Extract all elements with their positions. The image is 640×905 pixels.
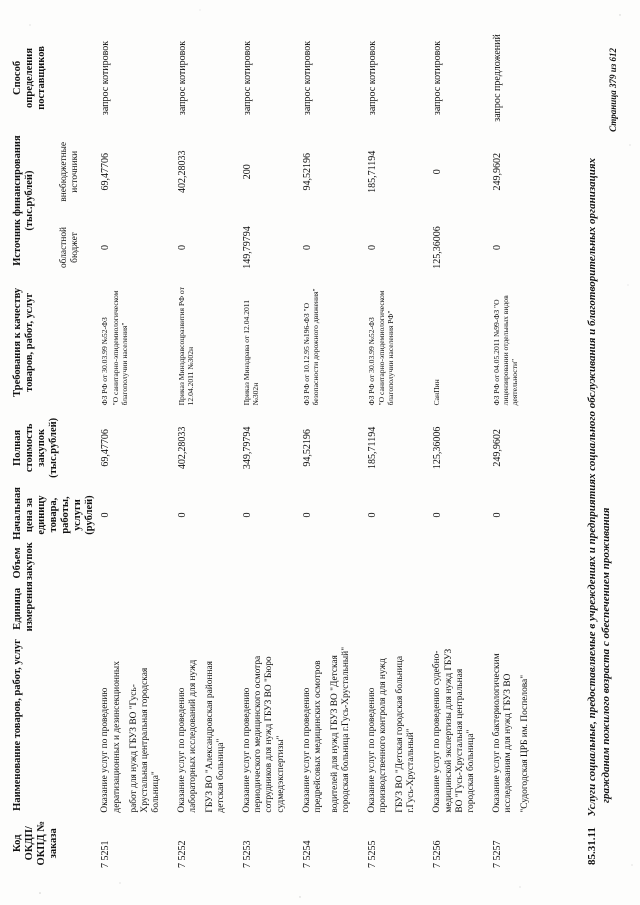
row-regional: 0 [176, 244, 188, 250]
row-name-line: Оказание услуг по проведению судебно-медицинской экспертизы для нужд ГБУЗ ВО "Гусь-Хрустальная центральная городская больница" [432, 648, 476, 813]
row-requirements-line: Приказ Минздравсоцразвития РФ от 12.04.2011 №302н [176, 287, 196, 406]
footer-line-1: Услуги социальные, предоставляемые в учреждениях и предприятиях социального обслуживания и благотворительных организациях [586, 157, 598, 817]
table-row [490, 31, 544, 871]
row-name [98, 634, 174, 815]
procurement-table [8, 31, 544, 871]
row-name-line: Оказание услуг по проведению лабораторных исследований для нужд [176, 659, 198, 813]
row-offbudget: 94,52196 [301, 153, 313, 191]
row-total: 349,79794 [242, 426, 254, 470]
header-code: Код ОКДП/ ОКПД № заказа [12, 821, 60, 866]
table-row [240, 31, 299, 871]
header-funding: Источник финансирования (тыс.рублей) [12, 135, 36, 266]
row-method: запрос котировок [242, 40, 254, 116]
row-offbudget: 0 [432, 169, 444, 175]
row-name-line: ГБУЗ ВО "Александровская районная детская больница" [205, 661, 227, 813]
row-offbudget: 200 [242, 164, 254, 180]
row-requirements-line: СанПин [432, 379, 442, 406]
row-unit [300, 583, 365, 634]
row-unit [365, 583, 430, 634]
row-name-line: водителей для нужд ГБУЗ ВО "Детская городская больница г.Гусь-Хрустальный" [329, 646, 351, 813]
row-method: запрос котировок [432, 40, 444, 116]
row-total: 125,36006 [432, 426, 444, 470]
row-requirements-line: "О санитарно-эпидемиологическом благополучии населения" [110, 290, 129, 406]
row-name-line: Оказание услуг по проведению дератизационных и дезинсекционных [100, 661, 122, 813]
row-code: 7 5254 [301, 840, 313, 868]
row-name-line: ГБУЗ ВО "Детская городская больница г.Гусь-Хрустальный" [395, 656, 417, 813]
row-code: 7 5252 [176, 840, 188, 868]
row-code: 7 5251 [100, 840, 112, 868]
row-name [300, 634, 365, 815]
row-name [365, 634, 430, 815]
row-name [490, 634, 544, 815]
row-name-line: Оказание услуг по проведению периодического медицинского осмотра сотрудников для нужд ГБУЗ ВО "Бюро судмедэкспертизы" [242, 655, 286, 813]
row-method: запрос котировок [100, 40, 112, 116]
row-regional: 125,36006 [432, 226, 444, 269]
row-offbudget: 69,47706 [100, 153, 112, 191]
row-regional: 0 [367, 244, 379, 250]
row-requirements-line: "О санитарно-эпидемиологическом благополучии населения РФ" [377, 290, 396, 406]
row-volume [240, 543, 299, 584]
table-row [175, 31, 240, 871]
row-offbudget: 402,28033 [176, 150, 188, 194]
table-row [430, 31, 489, 871]
row-name-line: Оказание услуг по бактериологическим исследованиям для нужд ГБУЗ ВО [491, 653, 513, 813]
header-total: Полная стоимость закупок (тыс.рублей) [12, 417, 60, 478]
row-method: запрос котировок [301, 40, 313, 116]
row-unit [490, 583, 544, 634]
row-regional: 149,79794 [242, 226, 254, 269]
footer-code: 85.31.11 [586, 827, 598, 865]
row-total: 94,52196 [301, 429, 313, 467]
header-unit: Единица измерения [12, 581, 36, 632]
row-unit-price: 0 [100, 512, 112, 518]
header-unit-price: Начальная цена за единицу товара, работы, услуги (рублей) [12, 487, 96, 540]
row-unit [98, 583, 174, 634]
row-name [175, 634, 240, 815]
row-name [430, 634, 489, 815]
row-volume [430, 543, 489, 584]
footer-line-2: гражданам пожилого возраста с обеспечением проживания [599, 507, 612, 803]
table-row [365, 31, 430, 871]
row-requirements-line: ФЗ РФ от 30.03.99 №52-ФЗ [100, 317, 110, 406]
header-volume: Объем закупок [12, 542, 36, 581]
row-total: 249,9602 [491, 429, 503, 467]
row-volume [490, 543, 544, 584]
row-offbudget: 185,71194 [367, 150, 379, 193]
header-requirements: Требования к качеству товаров, работ, услуг [12, 287, 36, 397]
table-row [300, 31, 365, 871]
table-row [98, 31, 174, 871]
row-regional: 0 [100, 244, 112, 250]
row-total: 402,28033 [176, 426, 188, 470]
row-name-line: "Судогодская ЦРБ им. Поспелова" [519, 674, 530, 813]
row-requirements [490, 276, 544, 408]
row-total: 69,47706 [100, 429, 112, 467]
row-requirements [430, 276, 489, 408]
row-volume [98, 543, 174, 584]
row-unit-price: 0 [491, 512, 503, 518]
row-requirements [240, 276, 299, 408]
row-volume [175, 543, 240, 584]
row-volume [300, 543, 365, 584]
row-unit [240, 583, 299, 634]
row-code: 7 5255 [367, 840, 379, 868]
row-unit-price: 0 [176, 512, 188, 518]
row-unit [430, 583, 489, 634]
row-name-line: Оказание услуг по проведению предрейсовых медицинских осмотров [301, 660, 323, 813]
row-unit-price: 0 [301, 512, 313, 518]
row-requirements-line: ФЗ РФ от 10.12.95 №196-ФЗ "О безопасности дорожного движения" [301, 288, 320, 406]
section-footer [586, 75, 614, 865]
row-volume [365, 543, 430, 584]
row-code: 7 5253 [242, 840, 254, 868]
row-regional: 0 [301, 244, 313, 250]
row-requirements-line: ФЗ РФ от 30.03.99 №52-ФЗ [367, 317, 377, 406]
row-regional: 0 [491, 244, 503, 250]
row-offbudget: 249,9602 [491, 153, 503, 191]
row-method: запрос котировок [367, 40, 379, 116]
row-name-line: работ для нужд ГБУЗ ВО "Гусь-Хрустальная центральная городская больница" [128, 667, 161, 813]
row-method: запрос предложений [491, 34, 503, 122]
row-requirements [98, 276, 174, 408]
row-requirements [365, 276, 430, 408]
row-requirements-line: Приказ Минздрава от 12.04.2011 №302н [242, 299, 261, 406]
header-funding-offbudget: внебюджетные источники [58, 141, 80, 202]
row-unit [175, 583, 240, 634]
row-unit-price: 0 [432, 512, 444, 518]
row-unit-price: 0 [367, 512, 379, 518]
row-name-line: Оказание услуг по проведению производственного контроля для нужд [367, 658, 389, 813]
row-code: 7 5257 [491, 840, 503, 868]
row-requirements-line: ФЗ РФ от 04.05.2011 №99-ФЗ "О лицензировании отдельных видов деятельности" [491, 295, 519, 406]
header-method: Способ определения поставщиков [12, 46, 48, 110]
row-code: 7 5256 [432, 840, 444, 868]
header-funding-regional: областной бюджет [58, 226, 80, 268]
row-unit-price: 0 [242, 512, 254, 518]
row-requirements [175, 276, 240, 408]
row-method: запрос котировок [176, 40, 188, 116]
page-number: Страница 379 из 612 [608, 48, 618, 132]
row-requirements [300, 276, 365, 408]
header-name: Наименование товаров, работ, услуг [12, 639, 23, 811]
row-name [240, 634, 299, 815]
row-total: 185,71194 [367, 426, 379, 469]
